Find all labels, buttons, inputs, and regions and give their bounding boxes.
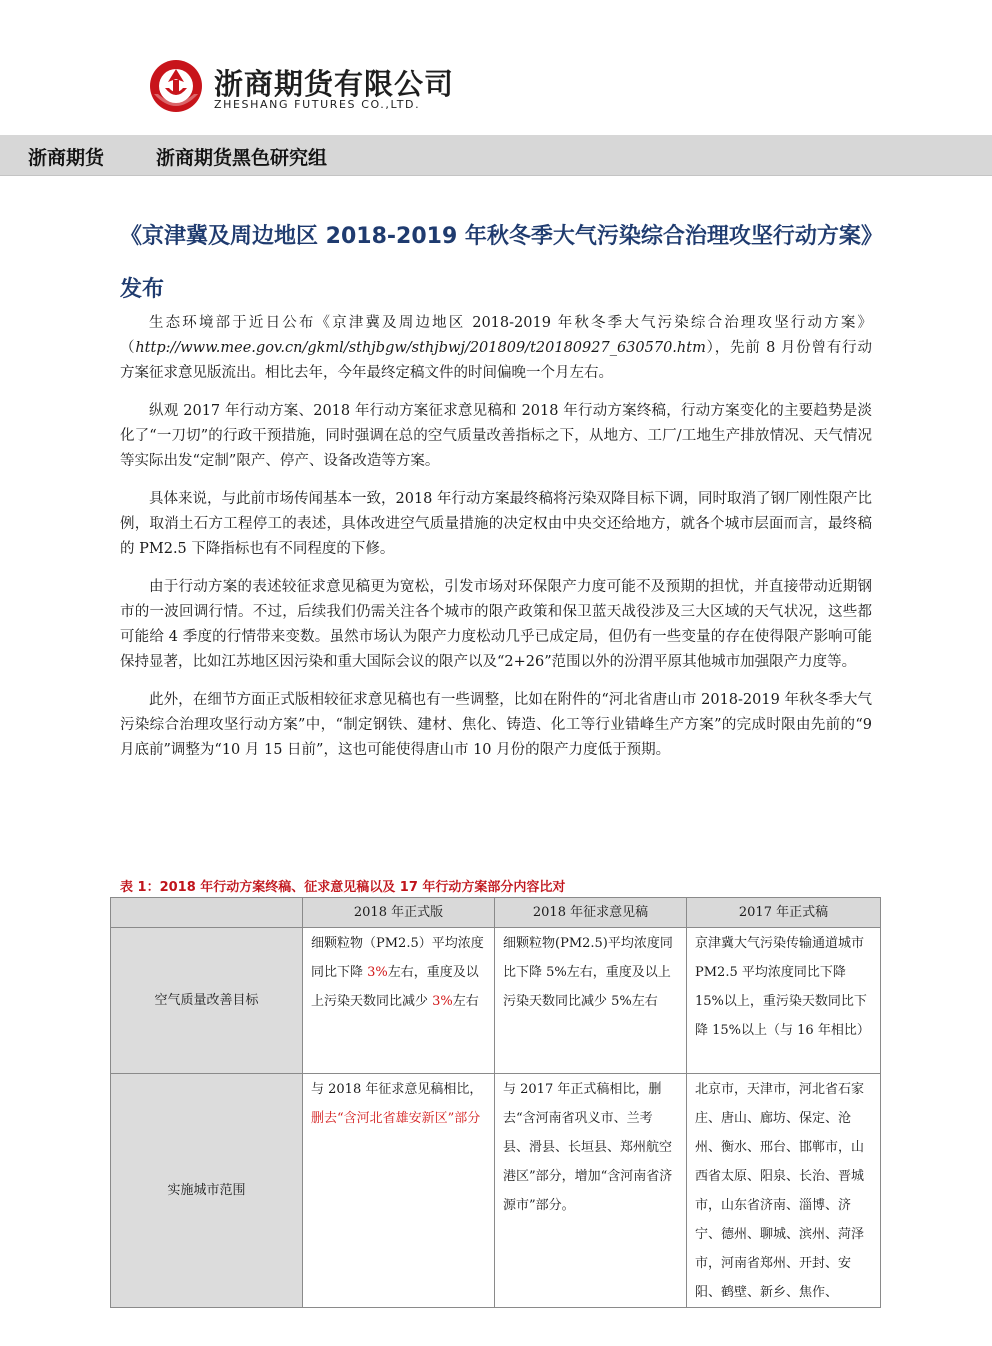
highlight-text: 3% xyxy=(432,994,453,1009)
company-logo xyxy=(148,58,455,122)
cell-text: 左右 xyxy=(452,994,479,1009)
comparison-table xyxy=(110,897,881,1308)
header-2017-final: 2017 年正式稿 xyxy=(687,898,881,928)
cell-text: 细颗粒物（PM2.5）平均浓度同比下降 xyxy=(311,936,484,980)
article-title: 《京津冀及周边地区 2018-2019 年秋冬季大气污染综合治理攻坚行动方案》发布 xyxy=(120,224,872,302)
paragraph-3: 具体来说，与此前市场传闻基本一致，2018 年行动方案最终稿将污染双降目标下调，同时取消了钢厂刚性限产比例，取消土石方工程停工的表述，具体改进空气质量措施的决定权由中央交还给地方，就各个城市层面而言，最终稿的 PM2.5 下降指标也有不同程度的下修。 xyxy=(120,491,873,557)
cell-text: 左右，重度及以上污染天数同比减少 xyxy=(311,965,479,1009)
company-name-cn: 浙商期货有限公司 xyxy=(214,67,455,101)
cell-2018-draft-target: 细颗粒物(PM2.5)平均浓度同比下降 5%左右，重度及以上污染天数同比减少 5%左右 xyxy=(495,928,687,1074)
zheshang-logo-icon xyxy=(148,58,204,114)
band-team: 浙商期货黑色研究组 xyxy=(156,147,328,169)
cell-2018-draft-scope: 与 2017 年正式稿相比，删去“含河南省巩义市、兰考县、滑县、长垣县、郑州航空港区”部分，增加“含河南省济源市”部分。 xyxy=(495,1074,687,1308)
paragraph-1-tail: ），先前 8 月份曾有行动方案征求意见版流出。相比去年，今年最终定稿文件的时间偏晚一个月左右。 xyxy=(120,340,873,381)
section-band xyxy=(0,135,992,176)
table-caption: 表 1：2018 年行动方案终稿、征求意见稿以及 17 年行动方案部分内容比对 xyxy=(120,880,566,895)
header-2018-final: 2018 年正式版 xyxy=(303,898,495,928)
highlight-text: 3% xyxy=(367,965,388,980)
table-row xyxy=(111,928,881,1074)
paragraph-5: 此外，在细节方面正式版相较征求意见稿也有一些调整，比如在附件的“河北省唐山市 2018-2019 年秋冬季大气污染综合治理攻坚行动方案”中，“制定钢铁、建材、焦化、铸造、化工等行业错峰生产方案”的完成时限由先前的“9 月底前”调整为“10 月 15 日前”，这也可能使得唐山市 10 月份的限产力度低于预期。 xyxy=(120,692,872,758)
row-label-city-scope: 实施城市范围 xyxy=(111,1074,303,1308)
source-url[interactable]: http://www.mee.gov.cn/gkml/sthjbgw/sthjbwj/201809/t20180927_630570.htm xyxy=(135,340,706,356)
paragraph-1-text: 生态环境部于近日公布《京津冀及周边地区 2018-2019 年秋冬季大气污染综合治理攻坚行动方案》（ xyxy=(120,315,872,356)
row-label-air-quality: 空气质量改善目标 xyxy=(111,928,303,1074)
band-company: 浙商期货 xyxy=(28,147,105,169)
paragraph-4: 由于行动方案的表述较征求意见稿更为宽松，引发市场对环保限产力度可能不及预期的担忧，并直接带动近期钢市的一波回调行情。不过，后续我们仍需关注各个城市的限产政策和保卫蓝天战役涉及三大区域的天气状况，这些都可能给 4 季度的行情带来变数。虽然市场认为限产力度松动几乎已成定局，但仍有一些变量的存在使得限产影响可能保持显著，比如江苏地区因污染和重大国际会议的限产以及“2+26”范围以外的汾渭平原其他城市加强限产力度等。 xyxy=(120,579,872,670)
table-row xyxy=(111,1074,881,1308)
cell-2018-final-target xyxy=(303,928,495,1074)
cell-2018-final-scope xyxy=(303,1074,495,1308)
cell-text: 与 2018 年征求意见稿相比， xyxy=(311,1082,483,1097)
header-2018-draft: 2018 年征求意见稿 xyxy=(495,898,687,928)
cell-2017-final-target: 京津冀大气污染传输通道城市 PM2.5 平均浓度同比下降 15%以上，重污染天数同比下降 15%以上（与 16 年相比） xyxy=(687,928,881,1074)
article-body xyxy=(120,311,872,776)
paragraph-2: 纵观 2017 年行动方案、2018 年行动方案征求意见稿和 2018 年行动方案终稿，行动方案变化的主要趋势是淡化了“一刀切”的行政干预措施，同时强调在总的空气质量改善指标之下，从地方、工厂/工地生产排放情况、天气情况等实际出发“定制”限产、停产、设备改造等方案。 xyxy=(120,403,872,469)
paragraph-1 xyxy=(120,311,872,386)
table-header-row xyxy=(111,898,881,928)
company-name-en: ZHESHANG FUTURES CO.,LTD. xyxy=(214,98,421,111)
highlight-text: 删去“含河北省雄安新区”部分 xyxy=(311,1111,481,1126)
cell-2017-final-scope: 北京市，天津市，河北省石家庄、唐山、廊坊、保定、沧州、衡水、邢台、邯郸市，山西省太原、阳泉、长治、晋城市，山东省济南、淄博、济宁、德州、聊城、滨州、菏泽市，河南省郑州、开封、安阳、鹤壁、新乡、焦作、 xyxy=(687,1074,881,1308)
header-empty xyxy=(111,898,303,928)
